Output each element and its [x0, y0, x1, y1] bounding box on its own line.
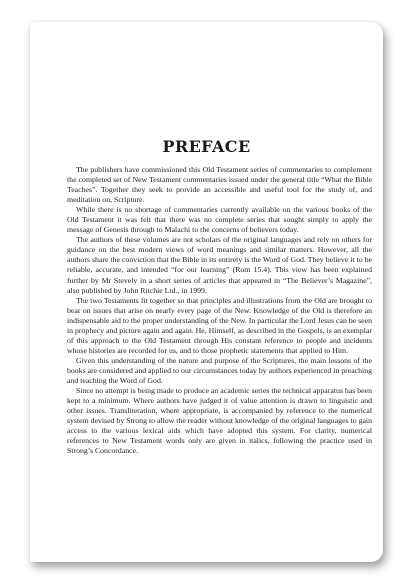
paragraph: The publishers have commissioned this Old Testament series of commentaries to complement the completed set of New Testament commentaries issued under the general title “What the Bible Teaches”. Together they seek to provide an accessible and useful tool for the study of, and meditation on, Scripture.: [67, 165, 372, 205]
paragraph: Since no attempt is being made to produce an academic series the technical apparatus has been kept to a minimum. Where authors have judged it of value attention is drawn to linguistic and other issues. Transliteration, where appropriate, is accompanied by reference to the numerical system devised by Strong to allow the reader without knowledge of the original languages to gain access to the various lexical aids which have adopted this system. For clarity, numerical references to New Testament words only are given in italics, following the practice used in Strong’s Concordance.: [67, 386, 372, 456]
paragraph: The two Testaments fit together so that principles and illustrations from the Old are brought to bear on issues that arise on nearly every page of the New. Knowledge of the Old is therefore an indispensable aid to the proper understanding of the New. In particular the Lord Jesus can be seen in prophecy and picture again and again. He, Himself, as described in the Gospels, is an exemplar of this approach to the Old Testament through His constant reference to people and incidents whose histories are recorded for us, and to those prophetic statements that applied to Him.: [67, 295, 372, 355]
preface-body: [67, 165, 372, 456]
page-title: PREFACE: [162, 137, 251, 156]
book-page: [30, 22, 383, 562]
paragraph: While there is no shortage of commentaries currently available on the various books of the Old Testament it was felt that there was no complete series that sought simply to apply the message of Genesis through to Malachi to the concerns of believers today.: [67, 205, 372, 235]
paragraph: The authors of these volumes are not scholars of the original languages and rely on others for guidance on the best modern views of word meanings and similar matters. However, all the authors share the conviction that the Bible in its entirety is the Word of God. They believe it to be reliable, accurate, and intended “for our learning” (Rom 15.4). This view has been explained further by Mr Stevely in a short series of articles that appeared in “The Believer’s Magazine”, also published by John Ritchie Ltd., in 1999.: [67, 235, 372, 295]
paragraph: Given this understanding of the nature and purpose of the Scriptures, the main lessons of the books are considered and applied to our circumstances today by authors experienced in preaching and teaching the Word of God.: [67, 355, 372, 385]
